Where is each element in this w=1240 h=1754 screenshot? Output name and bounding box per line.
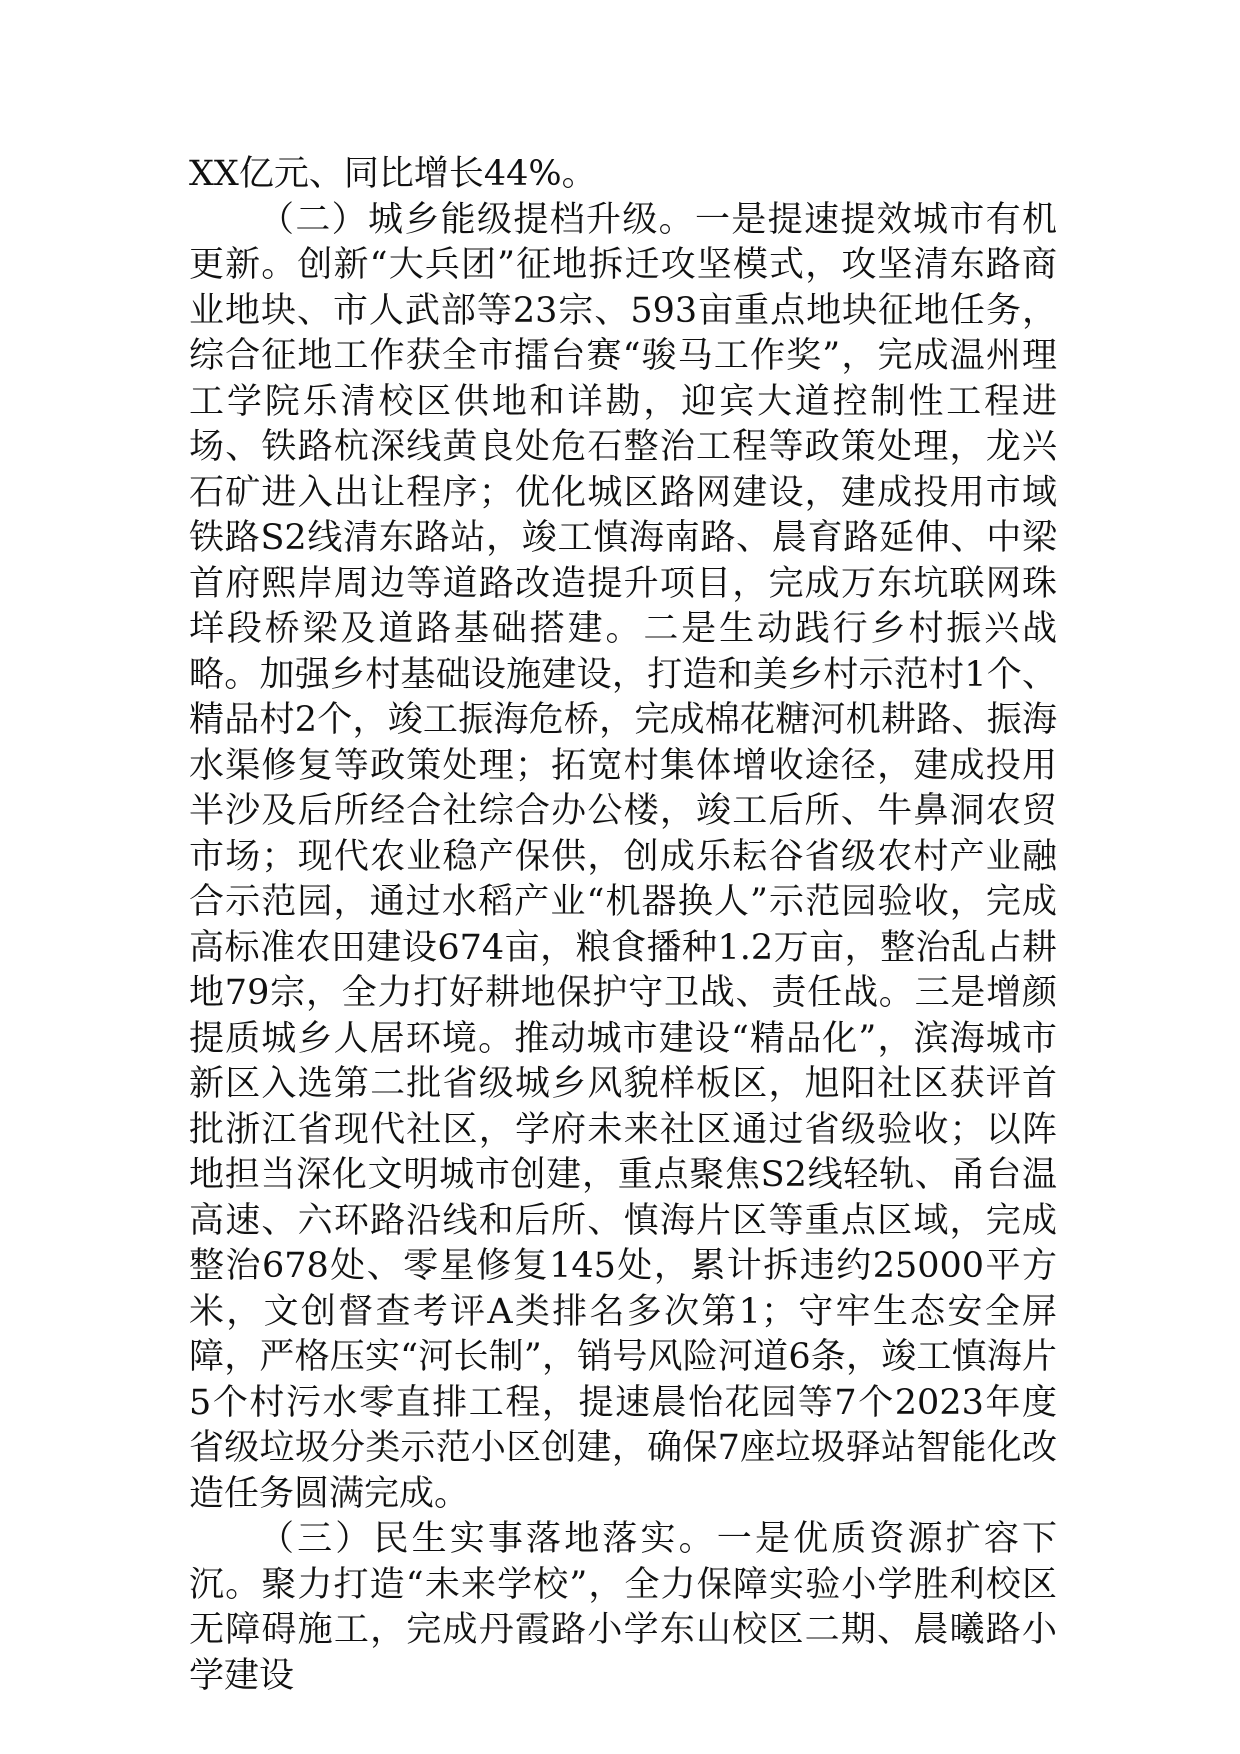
document-body [189, 152, 1057, 1699]
paragraph-section-2: （二）城乡能级提档升级。一是提速提效城市有机更新。创新“大兵团”征地拆迁攻坚模式，攻坚清东路商业地块、市人武部等23宗、593亩重点地块征地任务，综合征地工作获全市擂台赛“骏马工作奖”，完成温州理工学院乐清校区供地和详勘，迎宾大道控制性工程进场、铁路杭深线黄良处危石整治工程等政策处理，龙兴石矿进入出让程序；优化城区路网建设，建成投用市域铁路S2线清东路站，竣工慎海南路、晨育路延伸、中梁首府熙岸周边等道路改造提升项目，完成万东坑联网珠垟段桥梁及道路基础搭建。二是生动践行乡村振兴战略。加强乡村基础设施建设，打造和美乡村示范村1个、精品村2个，竣工振海危桥，完成棉花糖河机耕路、振海水渠修复等政策处理；拓宽村集体增收途径，建成投用半沙及后所经合社综合办公楼，竣工后所、牛鼻洞农贸市场；现代农业稳产保供，创成乐耘谷省级农村产业融合示范园，通过水稻产业“机器换人”示范园验收，完成高标准农田建设674亩，粮食播种1.2万亩，整治乱占耕地79宗，全力打好耕地保护守卫战、责任战。三是增颜提质城乡人居环境。推动城市建设“精品化”，滨海城市新区入选第二批省级城乡风貌样板区，旭阳社区获评首批浙江省现代社区，学府未来社区通过省级验收；以阵地担当深化文明城市创建，重点聚焦S2线轻轨、甬台温高速、六环路沿线和后所、慎海片区等重点区域，完成整治678处、零星修复145处，累计拆违约25000平方米，文创督查考评A类排名多次第1；守牢生态安全屏障，严格压实“河长制”，销号风险河道6条，竣工慎海片5个村污水零直排工程，提速晨怡花园等7个2023年度省级垃圾分类示范小区创建，确保7座垃圾驿站智能化改造任务圆满完成。 [189, 199, 1057, 1514]
paragraph-section-3: （三）民生实事落地落实。一是优质资源扩容下沉。聚力打造“未来学校”，全力保障实验小学胜利校区无障碍施工，完成丹霞路小学东山校区二期、晨曦路小学建设 [189, 1519, 1057, 1696]
paragraph-continuation: XX亿元、同比增长44%。 [189, 154, 597, 194]
